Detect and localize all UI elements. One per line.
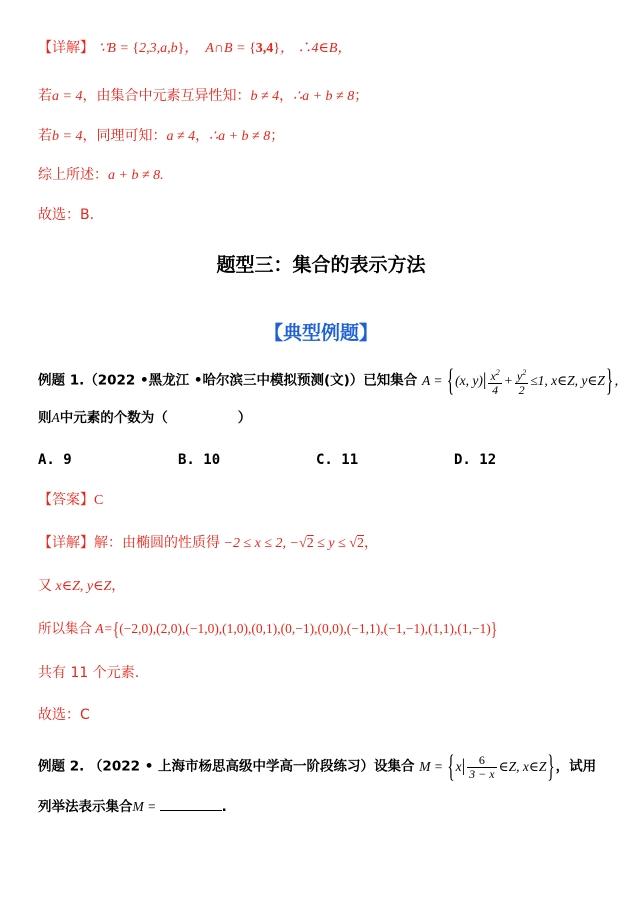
example-1-stem	[38, 366, 628, 397]
example-2-suffix: ，试用	[555, 758, 597, 775]
detail-2-line-1: 【详解】解：由椭圆的性质得 −2 ≤ x ≤ 2, −√2 ≤ y ≤ √2，	[38, 535, 378, 551]
detail-2-line-4: 共有 11 个元素.	[38, 665, 140, 681]
detail-tag: 【详解】	[38, 40, 94, 56]
example-1-set: A = {(x, y)| $\frac{x^2}{4}$ + $\frac{y^2}{2}$ ≤1, x∈Z, y∈Z}，	[422, 364, 628, 399]
example-2-prefix: 例题 2. （2022 • 上海市杨思高级中学高一阶段练习）设集合	[38, 758, 415, 775]
example-2-set: M = {x| $\frac{6}{3 - x}$ ∈Z, x∈Z}	[419, 750, 555, 785]
option-a[interactable]: A. 9	[38, 452, 72, 468]
option-d[interactable]: D. 12	[454, 452, 497, 468]
option-b[interactable]: B. 10	[178, 452, 221, 468]
answer-tag: 【答案】	[38, 492, 94, 508]
example-2-question: 列举法表示集合M = .	[38, 796, 227, 817]
example-2-stem	[38, 750, 597, 785]
detail-summary: 综上所述：a + b ≠ 8.	[38, 167, 164, 183]
answer-value: C	[94, 493, 104, 508]
detail-line-a4: 若a = 4，由集合中元素互异性知：b ≠ 4，∴a + b ≠ 8；	[38, 88, 369, 104]
option-c[interactable]: C. 11	[316, 452, 359, 468]
detail-2-line-3: 所以集合 A={(−2,0),(2,0),(−1,0),(1,0),(0,1),(0,−1),(0,0),(−1,1),(−1,−1),(1,1),(1,−1)}	[38, 618, 498, 640]
detail-2-line-2: 又 x∈Z, y∈Z，	[38, 578, 126, 594]
detail-1-math: ∵B = {2,3,a,b}， A∩B = {3,4}， ∴4∈B，	[98, 41, 352, 56]
example-1-prefix: 例题 1.（2022 •黑龙江 •哈尔滨三中模拟预测(文)）已知集合	[38, 372, 418, 389]
section-title: 题型三：集合的表示方法	[216, 254, 426, 276]
detail-choice: 故选：B.	[38, 207, 95, 223]
answer-line	[38, 490, 103, 511]
example-1-question: 则A中元素的个数为（ ）	[38, 410, 252, 426]
subsection-title: 【典型例题】	[263, 322, 378, 344]
detail-2-line-5: 故选：C	[38, 707, 90, 723]
answer-blank[interactable]	[160, 796, 222, 811]
detail-line-1	[38, 38, 351, 59]
detail-line-b4: 若b = 4，同理可知：a ≠ 4，∴a + b ≠ 8；	[38, 128, 285, 144]
